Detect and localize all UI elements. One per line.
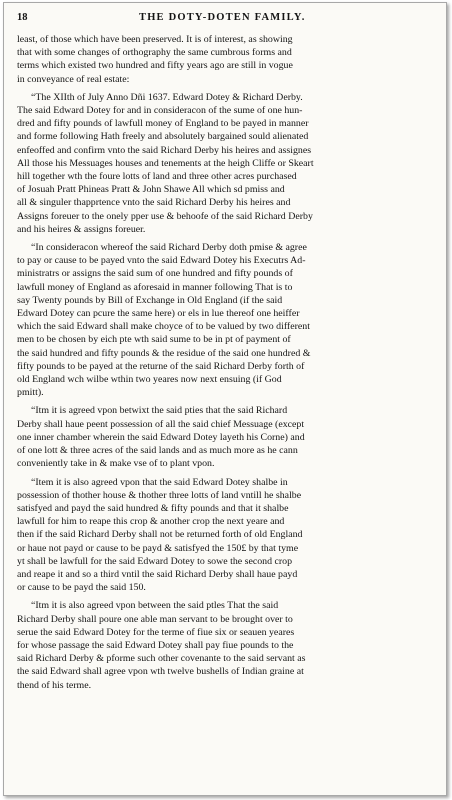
text-line: say Twenty pounds by Bill of Exchange in Old England (if the said bbox=[17, 294, 283, 306]
text-line: then if the said Richard Derby shall not be returned forth of old England bbox=[17, 529, 303, 541]
text-line: satisfyed and payd the said hundred & fifty pounds and that it shalbe bbox=[17, 502, 289, 514]
page-frame bbox=[3, 2, 447, 796]
text-line: which the said Edward shall make choyce of to be valued by two different bbox=[17, 321, 310, 333]
text-line: dred and fifty pounds of lawfull money of England to be payed in manner bbox=[17, 118, 309, 130]
paragraph bbox=[17, 404, 435, 470]
running-title: THE DOTY-DOTEN FAMILY. bbox=[138, 12, 306, 23]
book-page bbox=[17, 11, 435, 692]
text-line: lawfull money of England as aforesaid in manner following That is to bbox=[17, 281, 293, 293]
text-line: “Itm it is also agreed vpon between the said ptles That the said bbox=[31, 600, 279, 612]
body-text bbox=[17, 33, 435, 692]
text-line: possession of thother house & thother three lotts of land vntill he shalbe bbox=[17, 489, 302, 501]
text-line: ministratrs or assigns the said sum of one hundred and fifty pounds of bbox=[17, 268, 293, 280]
running-header bbox=[17, 11, 435, 26]
text-line: and his heires & assigns foreuer. bbox=[17, 223, 146, 235]
text-line: or cause to be payd the said 150. bbox=[17, 582, 146, 594]
text-line: conveniently take in & make vse of to plant vpon. bbox=[17, 458, 215, 470]
text-line: that with some changes of orthography the same cumbrous forms and bbox=[17, 47, 292, 59]
text-line: to pay or cause to be payed vnto the said Edward Dotey his Executrs Ad- bbox=[17, 255, 306, 267]
text-line: terms which existed two hundred and fifty years ago are still in vogue bbox=[17, 60, 293, 72]
text-line: “In consideracon whereof the said Richard Derby doth pmise & agree bbox=[31, 242, 307, 254]
text-line: fifty pounds to be payed at the returne of the said Richard Derby forth of bbox=[17, 360, 305, 372]
text-line: said Richard Derby & pforme such other covenante to the said servant as bbox=[17, 653, 306, 665]
text-line: “Itm it is agreed vpon betwixt the said pties that the said Richard bbox=[31, 405, 288, 417]
text-line: Assigns foreuer to the onely pper use & behoofe of the said Richard Derby bbox=[17, 210, 313, 222]
text-line: all & singuler thapprtence vnto the said Richard Derby his heires and bbox=[17, 197, 291, 209]
text-line: “The XIIth of July Anno Dñi 1637. Edward Dotey & Richard Derby. bbox=[31, 91, 303, 103]
text-line: and reape it and so a third vntil the said Richard Derby shall haue payd bbox=[17, 568, 298, 580]
paragraph bbox=[17, 91, 435, 236]
text-line: in conveyance of real estate: bbox=[17, 73, 130, 85]
text-line: for whose passage the said Edward Dotey shall pay fiue pounds to the bbox=[17, 639, 294, 651]
text-line: enfeoffed and confirm vnto the said Richard Derby his heires and assignes bbox=[17, 144, 312, 156]
text-line: yt shall be lawfull for the said Edward Dotey to sowe the second crop bbox=[17, 555, 293, 567]
text-line: one inner chamber wherein the said Edward Dotey layeth his Corne) and bbox=[17, 431, 305, 443]
text-line: hill together wth the foure lotts of land and three other acres purchased bbox=[17, 171, 297, 183]
text-line: thend of his terme. bbox=[17, 679, 92, 691]
text-line: Edward Dotey can pcure the same here) or els in lue thereof one heiffer bbox=[17, 308, 300, 320]
text-line: least, of those which have been preserved. It is of interest, as showing bbox=[17, 34, 293, 45]
text-line: All those his Messuages houses and tenements at the heigh Cliffe or Skeart bbox=[17, 157, 314, 169]
page-number: 18 bbox=[17, 12, 28, 23]
text-line: or haue not payd or cause to be payd & satisfyed the 150£ by that tyme bbox=[17, 542, 299, 554]
paragraph bbox=[17, 476, 435, 595]
paragraph bbox=[17, 599, 435, 691]
text-line: Richard Derby shall poure one able man servant to be brought over to bbox=[17, 613, 293, 625]
text-line: Derby shall haue peent possession of all the said chief Messuage (except bbox=[17, 418, 305, 430]
text-line: and forme following Hath freely and absolutely bargained sould alienated bbox=[17, 131, 309, 143]
text-line: the said hundred and fifty pounds & the residue of the said one hundred & bbox=[17, 347, 311, 359]
text-line: The said Edward Dotey for and in consideracon of the sume of one hun- bbox=[17, 105, 303, 117]
text-line: pmitt). bbox=[17, 387, 44, 399]
text-line: “Item it is also agreed vpon that the said Edward Dotey shalbe in bbox=[31, 476, 288, 488]
text-line: lawfull for him to reape this crop & another crop the next yeare and bbox=[17, 516, 285, 528]
paragraph bbox=[17, 241, 435, 399]
text-line: of one lott & three acres of the said lands and as much more as he cann bbox=[17, 445, 298, 457]
text-line: men to be chosen by eich pte wth said sume to be in pt of payment of bbox=[17, 334, 291, 346]
paragraph bbox=[17, 33, 435, 86]
text-line: of Josuah Pratt Phineas Pratt & John Shawe All which sd pmiss and bbox=[17, 184, 285, 196]
text-line: old England wch wilbe wthin two yeares now next ensuing (if God bbox=[17, 374, 282, 386]
text-line: serue the said Edward Dotey for the terme of fiue six or seauen yeares bbox=[17, 626, 295, 638]
text-line: the said Edward shall agree vpon wth twelve bushells of Indian graine at bbox=[17, 666, 304, 678]
